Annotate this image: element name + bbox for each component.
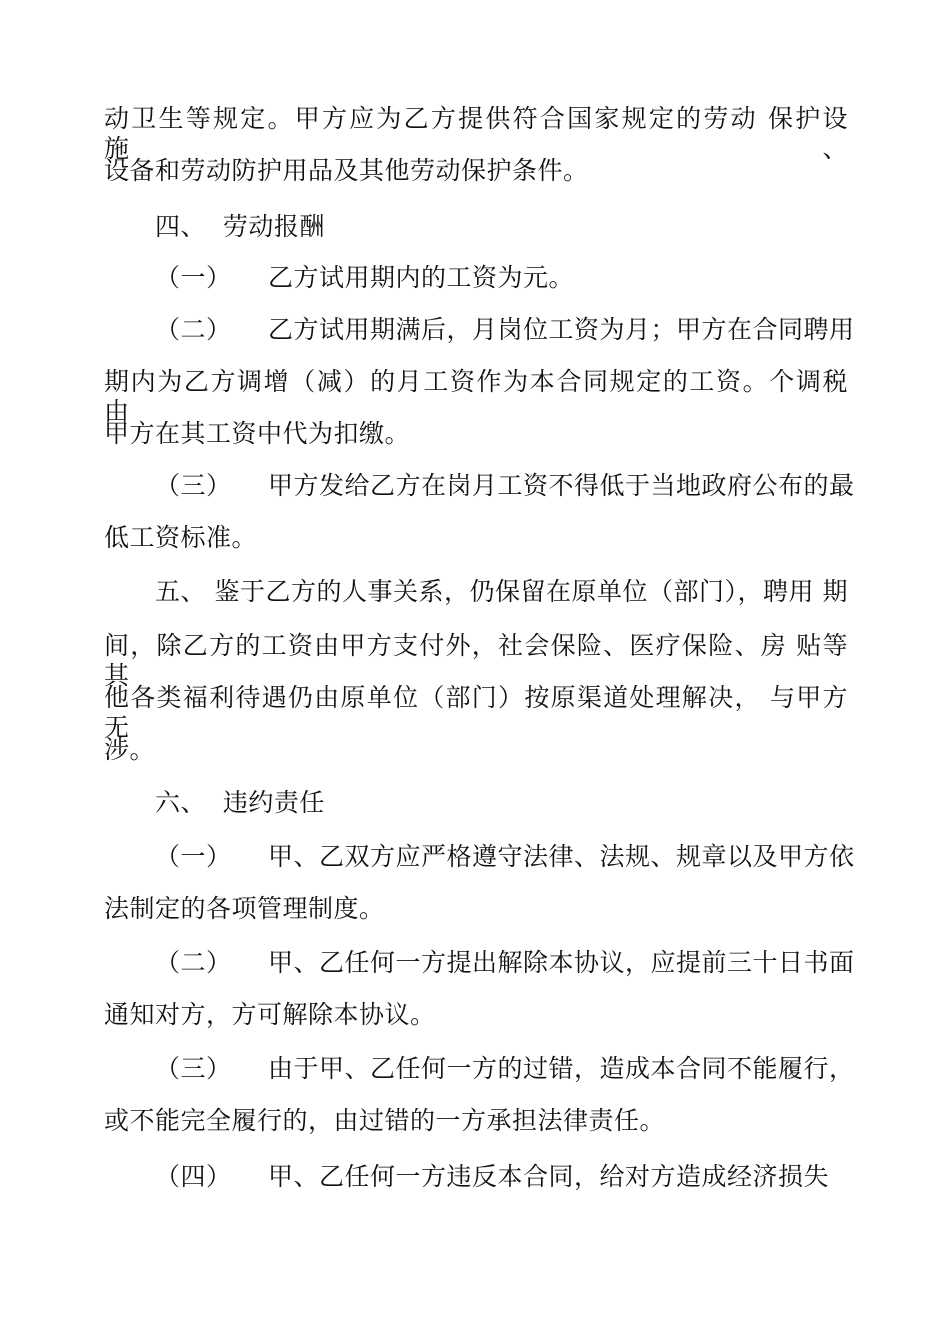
clause-number: （一） [155,263,232,292]
clause-text: 乙方试用期内的工资为元。 [268,263,575,292]
paragraph-line: 期内为乙方调增（减）的月工资作为本合同规定的工资。个调税 由 [104,367,848,426]
paragraph-line: 甲方在其工资中代为扣缴。 [104,419,411,448]
clause-number: （三） [155,471,232,500]
clause-text: 甲、乙双方应严格遵守法律、法规、规章以及甲方依 [268,842,855,871]
clause-text: 甲、乙任何一方违反本合同，给对方造成经济损失 [268,1162,830,1191]
section-heading: 六、 违约责任 [155,788,325,817]
clause-line [0,948,950,978]
paragraph-line: 动卫生等规定。甲方应为乙方提供符合国家规定的劳动 保护设施、 [104,104,848,163]
paragraph-line: 通知对方，方可解除本协议。 [104,1000,436,1029]
clause-text: 乙方试用期满后，月岗位工资为月；甲方在合同聘用 [268,315,855,344]
paragraph-line: 涉。 [104,735,156,764]
clause-line [0,263,950,293]
clause-line [0,315,950,345]
clause-text: 甲、乙任何一方提出解除本协议，应提前三十日书面 [268,948,855,977]
clause-number: （二） [155,315,232,344]
paragraph-line: 法制定的各项管理制度。 [104,894,385,923]
section-heading: 五、 鉴于乙方的人事关系，仍保留在原单位（部门），聘用 期 [155,577,848,606]
clause-text: 由于甲、乙任何一方的过错，造成本合同不能履行， [268,1054,855,1083]
paragraph-line: 或不能完全履行的，由过错的一方承担法律责任。 [104,1106,666,1135]
paragraph-line: 间，除乙方的工资由甲方支付外，社会保险、医疗保险、房 贴等其 [104,631,848,690]
clause-number: （三） [155,1054,232,1083]
section-heading: 四、 劳动报酬 [155,212,325,241]
clause-text: 甲方发给乙方在岗月工资不得低于当地政府公布的最 [268,471,855,500]
clause-line [0,842,950,872]
clause-line [0,1054,950,1084]
clause-line [0,1162,950,1192]
paragraph-line: 设备和劳动防护用品及其他劳动保护条件。 [104,156,589,185]
clause-number: （一） [155,842,232,871]
clause-line [0,471,950,501]
clause-number: （二） [155,948,232,977]
paragraph-line: 他各类福利待遇仍由原单位（部门）按原渠道处理解决， 与甲方无 [104,683,848,742]
paragraph-line: 低工资标准。 [104,523,258,552]
clause-number: （四） [155,1162,232,1191]
